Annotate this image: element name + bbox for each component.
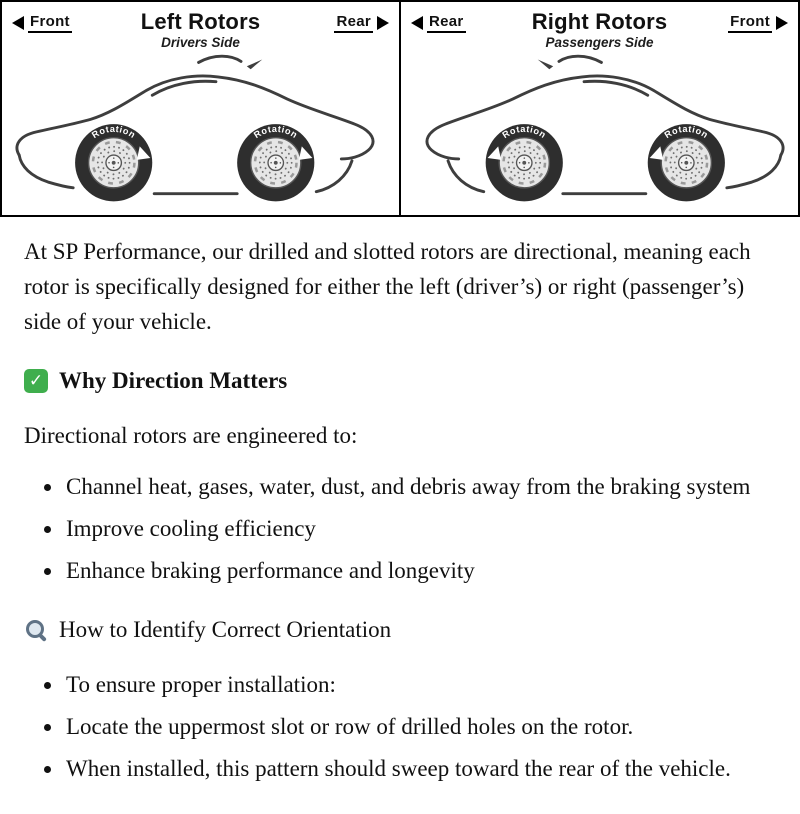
check-icon <box>24 369 48 393</box>
panel-subtitle: Passengers Side <box>545 35 654 51</box>
section-heading-why-direction-matters <box>24 364 766 399</box>
intro-paragraph: At SP Performance, our drilled and slotted rotors are directional, meaning each rotor is specifically designed for either the left (driver’s) or right (passenger’s) side of your vehicle. <box>24 239 751 334</box>
arrow-left-icon <box>411 16 423 30</box>
diagram-panel-left <box>2 2 399 215</box>
panel-title-block <box>141 10 261 51</box>
section-heading-text: How to Identify Correct Orientation <box>59 616 392 642</box>
car-body <box>427 56 783 193</box>
benefits-list <box>24 470 766 589</box>
rear-rotor <box>486 124 563 202</box>
lead-paragraph: Directional rotors are engineered to: <box>24 422 358 448</box>
section-heading-text: Why Direction Matters <box>59 367 288 393</box>
front-direction-indicator <box>12 13 141 33</box>
rear-rotor <box>237 124 314 202</box>
rotation-label: Rotation <box>500 123 549 141</box>
rotation-label: Rotation <box>89 123 138 141</box>
rear-direction-indicator <box>411 13 532 33</box>
car-illustration-left <box>2 47 399 211</box>
direction-label: Rear <box>334 13 373 33</box>
front-direction-indicator <box>728 13 788 33</box>
car-body <box>17 56 373 193</box>
rotation-label: Rotation <box>251 123 300 141</box>
list-item: • To ensure proper installation: <box>64 668 766 703</box>
panel-title: Left Rotors <box>140 9 261 34</box>
magnifier-icon <box>24 618 48 642</box>
orientation-list <box>24 668 766 787</box>
panel-right-header <box>401 2 798 51</box>
rear-direction-indicator <box>334 13 389 33</box>
list-item: • Improve cooling efficiency <box>64 512 766 547</box>
section-heading-identify-orientation <box>24 613 766 648</box>
panel-subtitle: Drivers Side <box>161 35 240 51</box>
rotation-label: Rotation <box>662 123 711 141</box>
direction-label: Front <box>28 13 72 33</box>
car-illustration-right <box>401 47 798 211</box>
panel-title-block <box>532 10 668 51</box>
list-item: • Enhance braking performance and longevity <box>64 554 766 589</box>
panel-left-header <box>2 2 399 51</box>
front-rotor <box>648 124 725 202</box>
arrow-left-icon <box>12 16 24 30</box>
arrow-right-icon <box>776 16 788 30</box>
list-item: • When installed, this pattern should sweep toward the rear of the vehicle. <box>64 752 766 787</box>
diagram-panel-right <box>399 2 798 215</box>
rotor-direction-diagram <box>0 0 800 217</box>
list-item: • Channel heat, gases, water, dust, and debris away from the braking system <box>64 470 766 505</box>
front-rotor <box>75 124 152 202</box>
direction-label: Rear <box>427 13 466 33</box>
article-body <box>0 217 800 814</box>
arrow-right-icon <box>377 16 389 30</box>
panel-title: Right Rotors <box>531 9 668 34</box>
direction-label: Front <box>728 13 772 33</box>
list-item: • Locate the uppermost slot or row of drilled holes on the rotor. <box>64 710 766 745</box>
